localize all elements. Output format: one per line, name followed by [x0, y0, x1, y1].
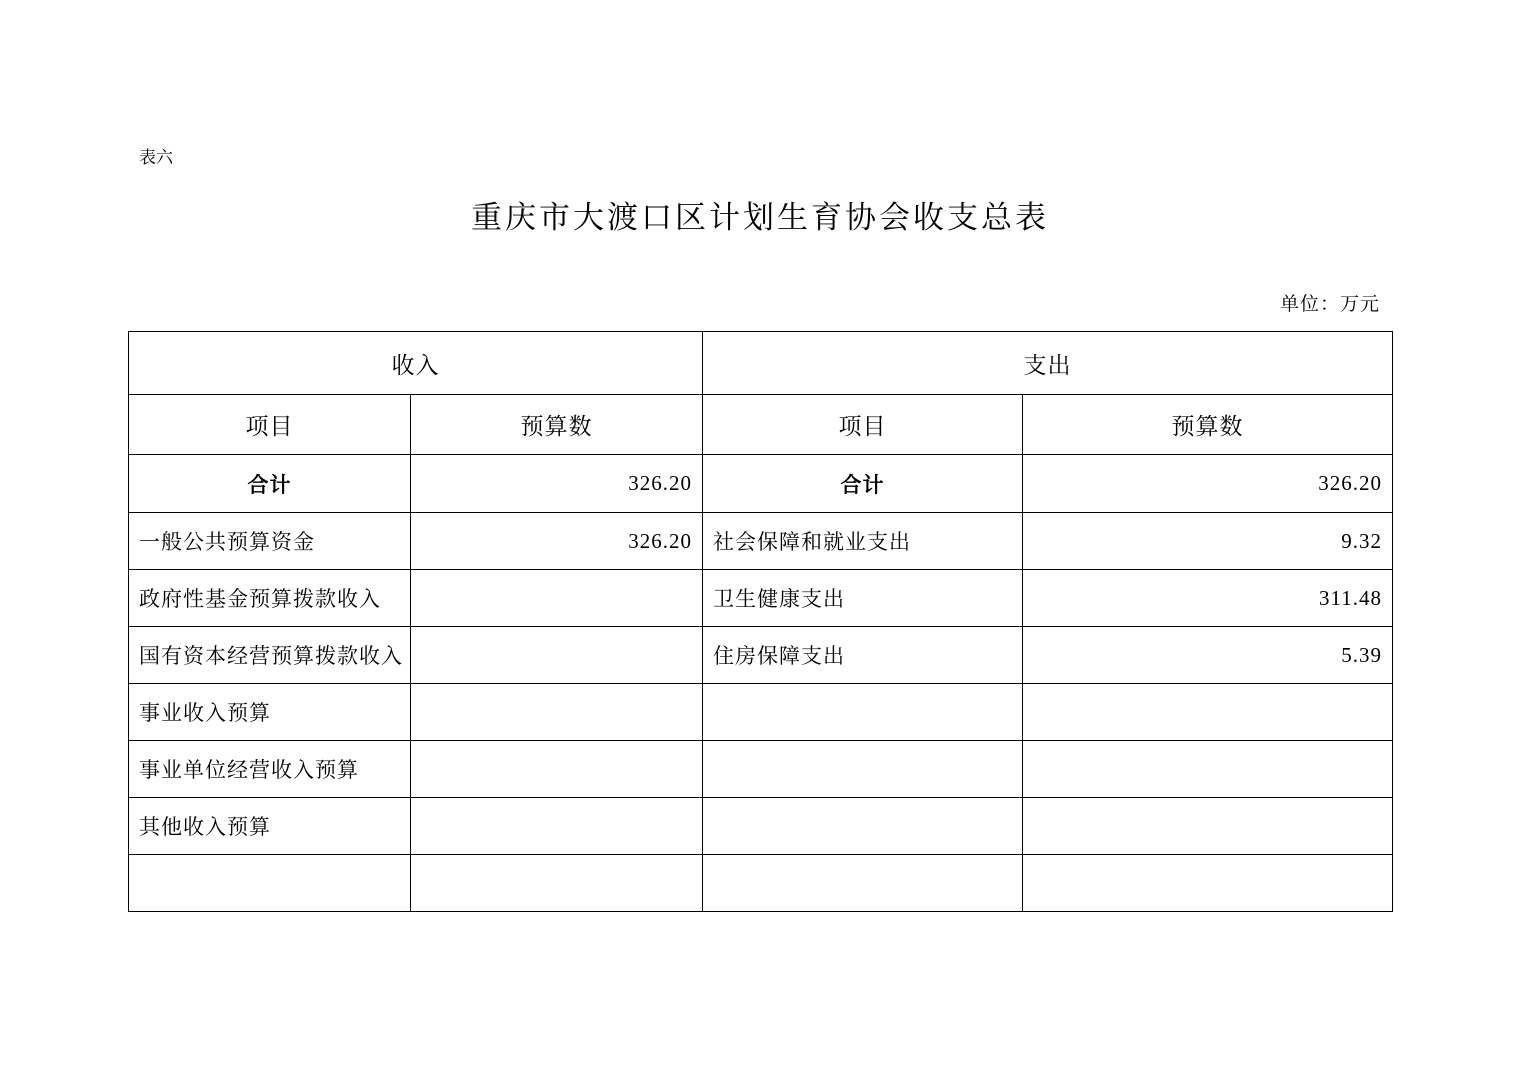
expense-item-cell: [703, 798, 1023, 855]
expense-item-cell: 卫生健康支出: [703, 570, 1023, 627]
table-row: [129, 684, 1393, 741]
income-item-cell: 事业单位经营收入预算: [129, 741, 411, 798]
expense-item-cell: [703, 741, 1023, 798]
income-amount-cell: [411, 798, 703, 855]
expense-amount-cell: [1023, 855, 1393, 912]
section-header-row: [129, 332, 1393, 395]
expense-item-cell: 社会保障和就业支出: [703, 513, 1023, 570]
income-item-cell: [129, 855, 411, 912]
table-row: [129, 855, 1393, 912]
table-row: [129, 513, 1393, 570]
income-item-cell: 其他收入预算: [129, 798, 411, 855]
income-amount-cell: [411, 570, 703, 627]
income-amount-cell: [411, 855, 703, 912]
expense-section-header: 支出: [703, 332, 1393, 395]
expense-item-cell: [703, 855, 1023, 912]
table-row: [129, 741, 1393, 798]
expense-amount-cell: [1023, 684, 1393, 741]
income-item-header: 项目: [129, 395, 411, 455]
table-number-label: 表六: [139, 148, 173, 168]
income-item-cell: 国有资本经营预算拨款收入: [129, 627, 411, 684]
page-title: 重庆市大渡口区计划生育协会收支总表: [471, 200, 1049, 236]
income-amount-cell: [411, 627, 703, 684]
unit-label: 单位：万元: [1279, 293, 1380, 315]
expense-amount-cell: 311.48: [1023, 570, 1393, 627]
column-header-row: [129, 395, 1393, 455]
income-item-cell: 事业收入预算: [129, 684, 411, 741]
expense-total-amount: 326.20: [1023, 455, 1393, 513]
expense-amount-cell: 5.39: [1023, 627, 1393, 684]
budget-summary-table: [128, 331, 1393, 912]
expense-item-cell: 住房保障支出: [703, 627, 1023, 684]
table-row: [129, 798, 1393, 855]
income-item-cell: 政府性基金预算拨款收入: [129, 570, 411, 627]
expense-amount-cell: [1023, 741, 1393, 798]
expense-item-cell: [703, 684, 1023, 741]
income-amount-cell: 326.20: [411, 513, 703, 570]
table-row: [129, 570, 1393, 627]
income-amount-cell: [411, 684, 703, 741]
income-total-label: 合计: [129, 455, 411, 513]
expense-total-label: 合计: [703, 455, 1023, 513]
total-row: [129, 455, 1393, 513]
expense-amount-header: 预算数: [1023, 395, 1393, 455]
expense-amount-cell: 9.32: [1023, 513, 1393, 570]
expense-amount-cell: [1023, 798, 1393, 855]
income-amount-header: 预算数: [411, 395, 703, 455]
income-total-amount: 326.20: [411, 455, 703, 513]
expense-item-header: 项目: [703, 395, 1023, 455]
income-amount-cell: [411, 741, 703, 798]
table-row: [129, 627, 1393, 684]
income-item-cell: 一般公共预算资金: [129, 513, 411, 570]
income-section-header: 收入: [129, 332, 703, 395]
